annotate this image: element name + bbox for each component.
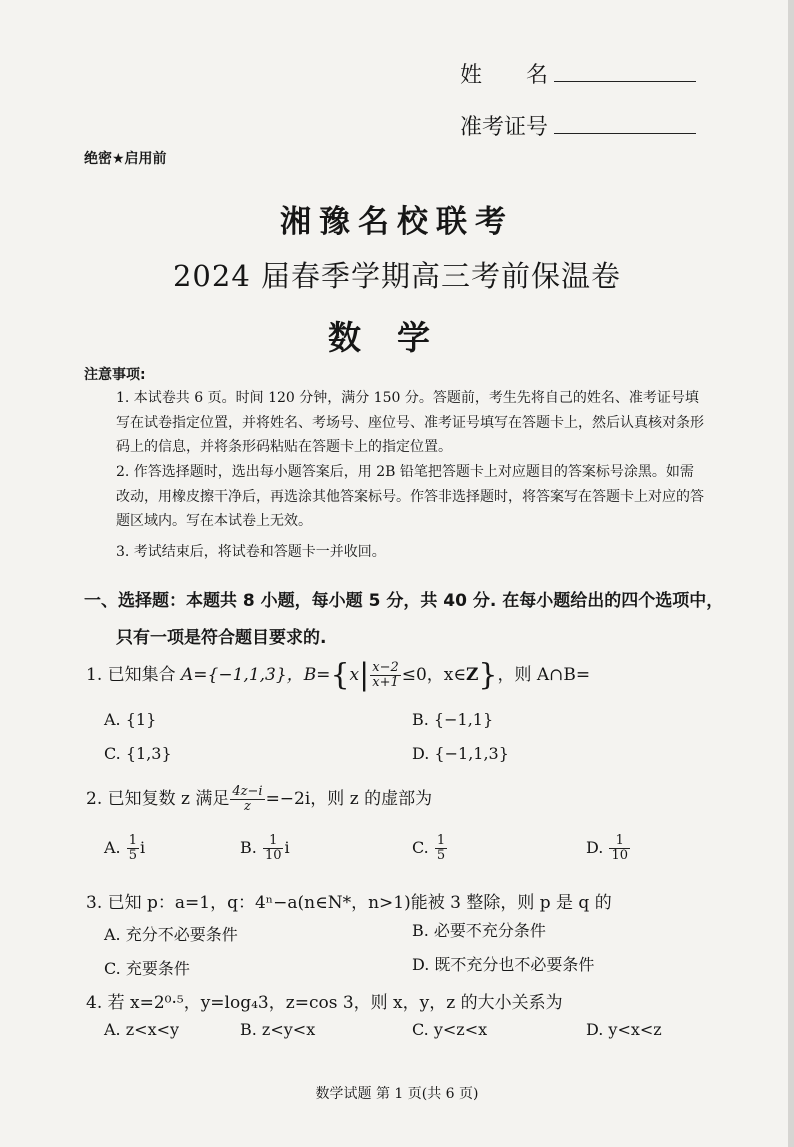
q1-set-b-start: B= <box>303 665 331 685</box>
q2-c-fraction <box>435 834 447 863</box>
q2-c-label: C. <box>412 838 429 857</box>
q4-option-a: A. z<x<y <box>104 1020 180 1039</box>
q2-c-den: 5 <box>436 848 446 863</box>
note-item-2: 2. 作答选择题时，选出每小题答案后，用 2B 铅笔把答题卡上对应题目的答案标号涂黑。如需改动，用橡皮擦干净后，再选涂其他答案标号。作答非选择题时，将答案写在答题卡上对应的答题区域内。写在本试卷上无效。 <box>116 464 704 529</box>
q3-option-d: D. 既不充分也不必要条件 <box>412 955 595 974</box>
section-heading-line2: 只有一项是符合题目要求的. <box>116 628 327 648</box>
name-label: 姓 名 <box>460 63 549 88</box>
q2-a-num: 1 <box>128 833 138 848</box>
q2-d-label: D. <box>586 838 604 857</box>
q2-option-b <box>240 834 290 863</box>
q1-option-b: B. {−1,1} <box>412 710 494 729</box>
name-underline <box>554 77 696 82</box>
note-item-1: 1. 本试卷共 6 页。时间 120 分钟，满分 150 分。答题前，考生先将自己的姓名、准考证号填写在试卷指定位置，并将姓名、考场号、座位号、准考证号填写在答题卡上，然后认真核对条形码上的信息，并将条形码粘贴在答题卡上的指定位置。 <box>116 390 704 455</box>
q1-frac-num: x−2 <box>372 660 399 675</box>
notes-title: 注意事项: <box>84 367 146 383</box>
q2-option-d <box>586 834 631 863</box>
q2-d-fraction <box>609 834 630 863</box>
q2-b-label: B. <box>240 838 257 857</box>
question-4: 4. 若 x=2⁰·⁵，y=log₄3，z=cos 3，则 x，y，z 的大小关系为 <box>86 993 563 1013</box>
id-underline <box>554 129 696 134</box>
q1-var-x: x <box>349 665 360 685</box>
name-field <box>460 58 696 89</box>
section-heading-line1: 一、选择题：本题共 8 小题，每小题 5 分，共 40 分. 在每小题给出的四个选项中， <box>84 591 724 611</box>
q2-b-fraction <box>263 834 284 863</box>
id-label: 准考证号 <box>460 115 549 140</box>
q3-option-a: A. 充分不必要条件 <box>104 925 238 944</box>
q1-option-d: D. {−1,1,3} <box>412 744 509 763</box>
q2-fraction <box>230 785 264 814</box>
question-1 <box>86 657 591 693</box>
q2-d-den: 10 <box>611 848 628 863</box>
q2-option-a <box>104 834 145 863</box>
question-3: 3. 已知 p：a=1，q：4ⁿ−a(n∈N*，n>1)能被 3 整除，则 p 是 q 的 <box>86 893 612 913</box>
q1-prefix: 1. 已知集合 <box>86 665 182 685</box>
q2-option-c <box>412 834 448 863</box>
id-field <box>460 110 696 141</box>
q2-c-num: 1 <box>436 833 446 848</box>
secret-mark: 绝密★启用前 <box>84 151 167 167</box>
q3-option-c: C. 充要条件 <box>104 959 190 978</box>
q4-option-d: D. y<x<z <box>586 1020 662 1039</box>
q4-option-b: B. z<y<x <box>240 1020 316 1039</box>
q1-option-c: C. {1,3} <box>104 744 172 763</box>
exam-subtitle: 2024 届春季学期高三考前保温卷 <box>172 259 622 293</box>
q1-integers: Z <box>465 665 479 685</box>
page-footer: 数学试题 第 1 页(共 6 页) <box>315 1086 479 1102</box>
q2-b-tail: i <box>284 838 290 857</box>
q2-a-fraction <box>127 834 139 863</box>
q1-brace-right: } <box>478 657 498 693</box>
q1-brace-left: { <box>330 657 350 693</box>
question-2 <box>86 784 432 814</box>
q1-suffix: ，则 A∩B= <box>497 665 591 685</box>
q2-b-den: 10 <box>264 848 282 863</box>
q2-frac-num: 4z−i <box>232 784 263 799</box>
q2-b-num: 1 <box>263 834 284 849</box>
q1-fraction <box>370 661 401 690</box>
q1-bar: | <box>359 657 370 693</box>
q1-condition: ≤0，x∈ <box>401 665 466 685</box>
q1-frac-den: x+1 <box>372 675 399 690</box>
q1-option-a: A. {1} <box>104 710 157 729</box>
q2-a-den: 5 <box>128 848 138 863</box>
q2-a-tail: i <box>140 838 146 857</box>
q2-d-num: 1 <box>609 834 630 849</box>
q1-set-a: A={−1,1,3}， <box>181 665 304 685</box>
q3-option-b: B. 必要不充分条件 <box>412 921 546 940</box>
subject-title: 数学 <box>328 318 466 357</box>
exam-title: 湘豫名校联考 <box>280 204 514 240</box>
note-item-3: 3. 考试结束后，将试卷和答题卡一并收回。 <box>116 544 386 560</box>
q2-suffix: =−2i，则 z 的虚部为 <box>265 789 433 809</box>
q2-prefix: 2. 已知复数 z 满足 <box>86 789 230 809</box>
q2-a-label: A. <box>104 838 121 857</box>
q4-option-c: C. y<z<x <box>412 1020 488 1039</box>
page-edge-shadow <box>788 0 794 1147</box>
q2-frac-den: z <box>244 799 251 814</box>
